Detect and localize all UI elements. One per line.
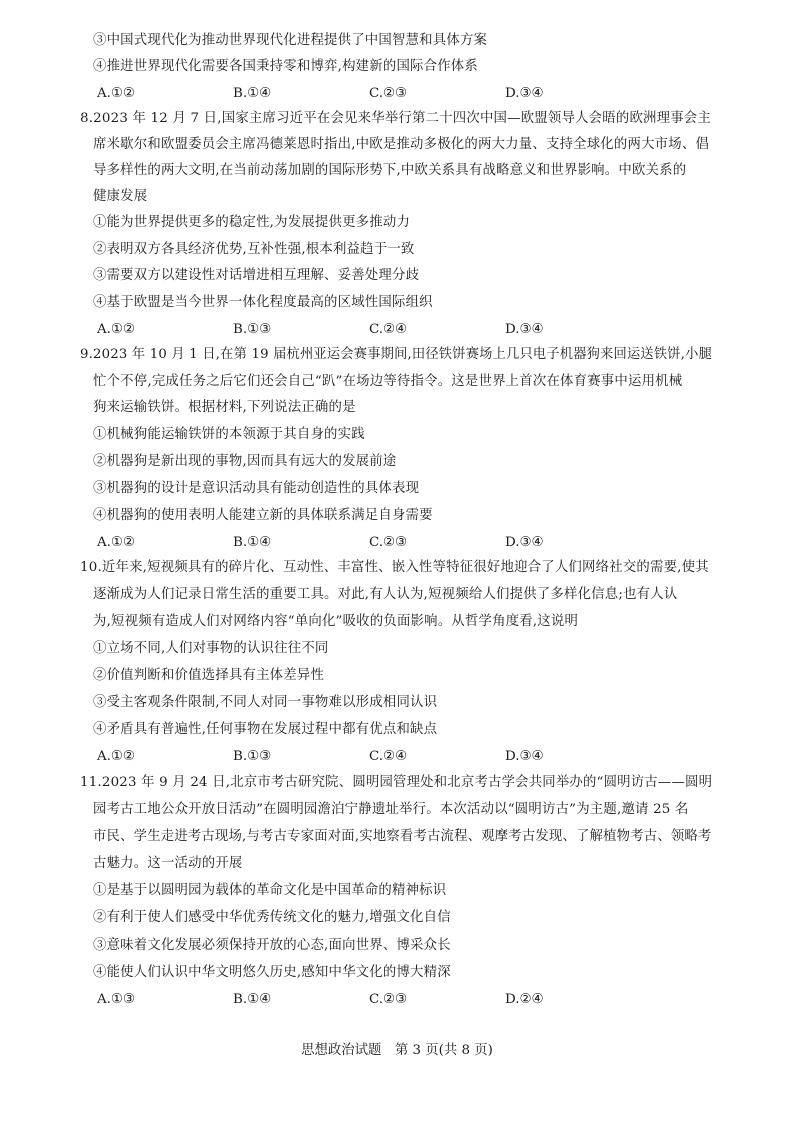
q8-statement-2: ②表明双方各具经济优势,互补性强,根本利益趋于一致 [93,242,415,257]
q8-stem-line-3: 导多样性的两大文明,在当前动荡加剧的国际形势下,中欧关系具有战略意义和世界影响。中欧关系的 [93,163,687,178]
q9-option-c: C.②③ [369,535,408,550]
q9-stem-line-3: 狗来运输铁饼。根据材料,下列说法正确的是 [93,400,356,415]
q7-option-b: B.①④ [233,86,272,101]
q11-statement-3: ③意味着文化发展必须保持开放的心态,面向世界、博采众长 [93,938,451,953]
q7-option-a: A.①② [97,86,135,101]
q8-stem-line-4: 健康发展 [93,189,148,204]
q10-statement-4: ④矛盾具有普遍性,任何事物在发展过程中都有优点和缺点 [93,722,438,737]
q9-option-b: B.①④ [233,535,272,550]
q10-statement-3: ③受主客观条件限制,不同人对同一事物难以形成相同认识 [93,695,438,710]
q8-stem-line-1: 8.2023 年 12 月 7 日,国家主席习近平在会见来华举行第二十四次中国—欧盟领导人会晤的欧洲理事会主 [80,111,711,126]
q10-option-d: D.③④ [505,749,544,764]
q11-stem-line-3: 市民、学生走进考古现场,与考古专家面对面,实地察看考古流程、观摩考古发现、了解植物考古、领略考 [93,829,712,844]
q10-statement-2: ②价值判断和价值选择具有主体差异性 [93,668,325,683]
q8-stem-line-2: 席米歇尔和欧盟委员会主席冯德莱恩时指出,中欧是推动多极化的两大力量、支持全球化的两大市场、倡 [93,137,710,152]
q8-statement-4: ④基于欧盟是当今世界一体化程度最高的区域性国际组织 [93,295,433,310]
q11-stem-line-4: 古魅力。这一活动的开展 [93,856,243,871]
q9-option-a: A.①② [97,535,135,550]
q11-stem-line-2: 园考古工地公众开放日活动”在圆明园澹泊宁静遗址举行。本次活动以“圆明访古”为主题,邀请 25 名 [93,802,689,817]
q10-option-c: C.②④ [369,749,408,764]
page-footer: 思想政治试题 第 3 页(共 8 页) [301,1043,493,1058]
q8-statement-3: ③需要双方以建设性对话增进相互理解、妥善处理分歧 [93,268,420,283]
q10-stem-line-3: 为,短视频有造成人们对网络内容“单向化”吸收的负面影响。从哲学角度看,这说明 [93,614,579,629]
q11-option-d: D.②④ [505,992,544,1007]
q10-statement-1: ①立场不同,人们对事物的认识往往不同 [93,641,329,656]
q11-option-b: B.①④ [233,992,272,1007]
q8-option-b: B.①③ [233,322,272,337]
q8-statement-1: ①能为世界提供更多的稳定性,为发展提供更多推动力 [93,215,411,230]
q9-statement-3: ③机器狗的设计是意识活动具有能动创造性的具体表现 [93,481,420,496]
q7-statement-3: ③中国式现代化为推动世界现代化进程提供了中国智慧和具体方案 [93,33,488,48]
q7-option-d: D.③④ [505,86,544,101]
q7-statement-4: ④推进世界现代化需要各国秉持零和博弈,构建新的国际合作体系 [93,59,478,74]
q8-option-d: D.③④ [505,322,544,337]
q9-stem-line-2: 忙个不停,完成任务之后它们还会自己“趴”在场边等待指令。这是世界上首次在体育赛事中运用机械 [93,374,683,389]
q11-statement-1: ①是基于以圆明园为载体的革命文化是中国革命的精神标识 [93,883,447,898]
q11-statement-2: ②有利于使人们感受中华优秀传统文化的魅力,增强文化自信 [93,910,451,925]
q9-stem-line-1: 9.2023 年 10 月 1 日,在第 19 届杭州亚运会赛事期间,田径铁饼赛场上几只电子机器狗来回运送铁饼,小腿 [80,347,713,362]
q9-statement-4: ④机器狗的使用表明人能建立新的具体联系满足自身需要 [93,508,433,523]
q11-option-a: A.①③ [97,992,135,1007]
q10-stem-line-2: 逐渐成为人们记录日常生活的重要工具。对此,有人认为,短视频给人们提供了多样化信息;也有人认 [93,587,678,602]
q9-statement-1: ①机械狗能运输铁饼的本领源于其自身的实践 [93,427,365,442]
q8-option-a: A.①② [97,322,135,337]
q9-statement-2: ②机器狗是新出现的事物,因而具有远大的发展前途 [93,454,397,469]
q11-option-c: C.②③ [369,992,408,1007]
q11-statement-4: ④能使人们认识中华文明悠久历史,感知中华文化的博大精深 [93,965,451,980]
q10-option-a: A.①② [97,749,135,764]
q10-stem-line-1: 10.近年来,短视频具有的碎片化、互动性、丰富性、嵌入性等特征很好地迎合了人们网络社交的需要,使其 [80,560,709,575]
q10-option-b: B.①③ [233,749,272,764]
q11-stem-line-1: 11.2023 年 9 月 24 日,北京市考古研究院、圆明园管理处和北京考古学会共同举办的“圆明访古——圆明 [80,775,713,790]
q9-option-d: D.③④ [505,535,544,550]
q7-option-c: C.②③ [369,86,408,101]
q8-option-c: C.②④ [369,322,408,337]
